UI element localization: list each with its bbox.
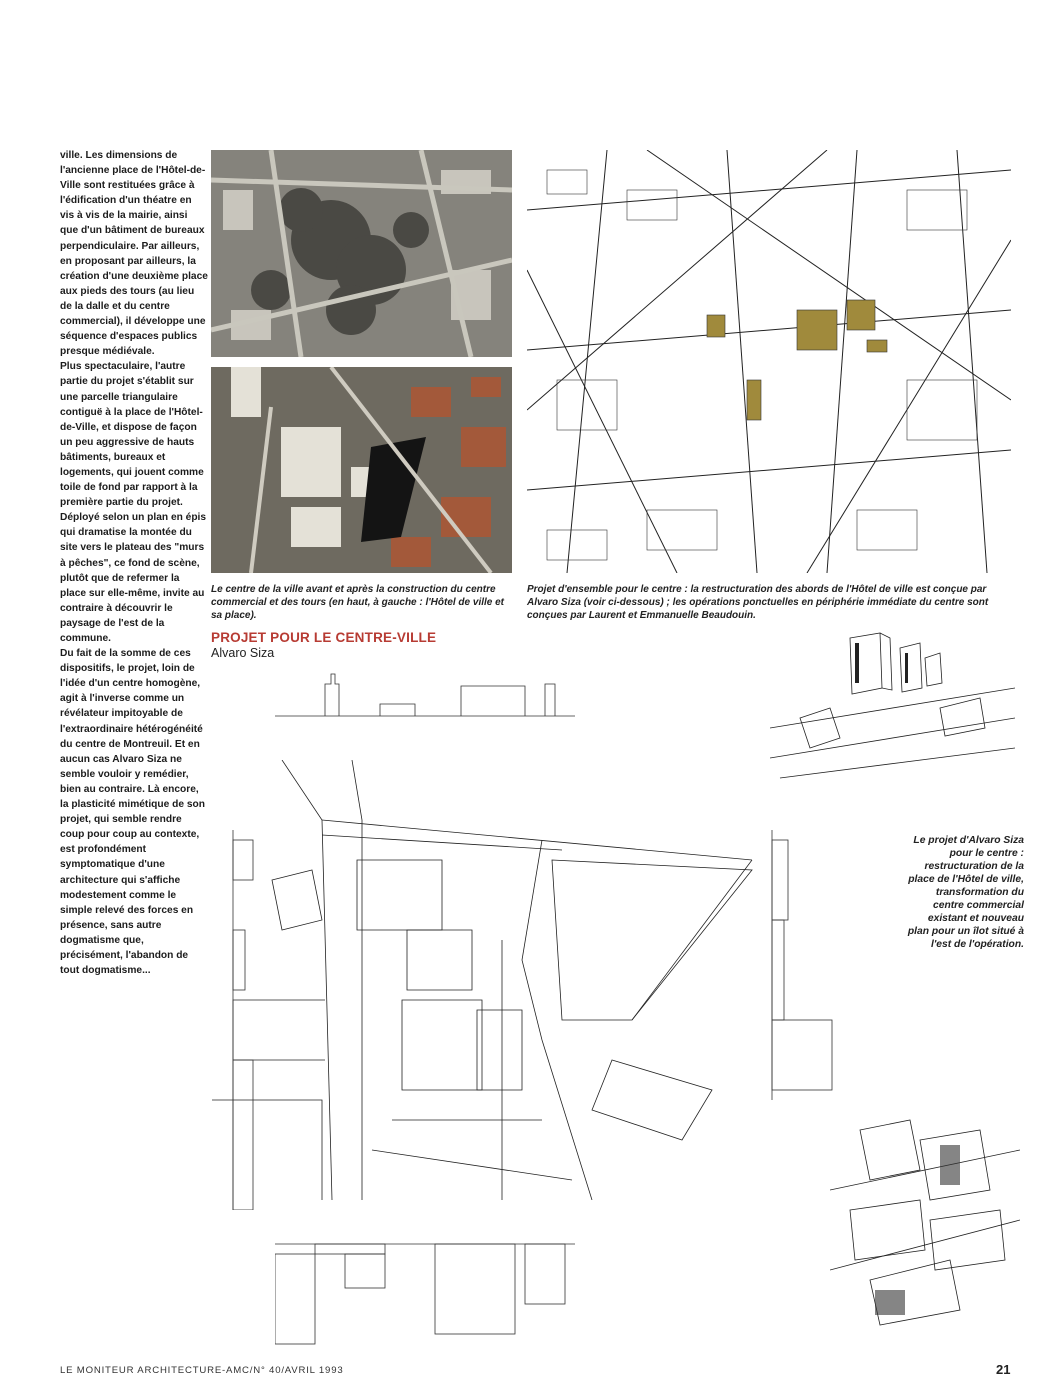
section-author: Alvaro Siza xyxy=(211,646,275,660)
aerial-photo-caption: Le centre de la ville avant et après la construction du centre commercial et des tours (en haut, à gauche : l'Hôtel de ville et sa place). xyxy=(211,584,505,621)
aerial-photo-after xyxy=(211,367,512,573)
paragraph-3: Du fait de la somme de ces dispositifs, le projet, loin de l'idée d'un centre homogène, agit à l'inverse comme un révélateur impitoyable de l'extraordinaire hétérogénéité du centre de Montreuil. Et en aucun cas Alvaro Siza ne semble vouloir y remédier, bien au contraire. Là encore, la plasticité mimétique de son projet, qui semble rendre coup pour coup au contexte, est profondément symptomatique d'une architecture qui s'affiche modestement comme le simple relevé des forces en présence, sans autre dogmatisme que, précisément, l'abandon de tout dogmatisme... xyxy=(60,648,205,977)
siza-project-caption: Le projet d'Alvaro Siza pour le centre : restructuration de la place de l'Hôtel de ville, transformation du centre commercial existant et nouveau plan pour un îlot situé à l'est de l'opération. xyxy=(907,835,1024,950)
article-text-column xyxy=(60,148,208,978)
paragraph-2: Plus spectaculaire, l'autre partie du projet s'établit sur une parcelle triangulaire contiguë à la place de l'Hôtel-de-Ville, et dispose de façon un peu aggressive de hauts bâtiments, bureaux et logements, qui jouent comme toile de fond par rapport à la première partie du projet. Déployé selon un plan en épis qui dramatise la montée du site vers le plateau des "murs à pêches", ce fond de scène, plutôt que de refermer la place sur elle-même, invite au contraire à découvrir le paysage de l'est de la commune. xyxy=(60,361,207,644)
perspective-sketch-top xyxy=(770,628,1015,780)
perspective-sketch-bottom xyxy=(830,1110,1020,1330)
section-drawing-right xyxy=(760,830,870,1100)
aerial-photo-before xyxy=(211,150,512,357)
section-title: PROJET POUR LE CENTRE-VILLE xyxy=(211,630,437,645)
section-drawing-left xyxy=(205,830,325,1210)
page-number: 21 xyxy=(996,1362,1011,1377)
urban-plan-caption: Projet d'ensemble pour le centre : la restructuration des abords de l'Hôtel de ville est conçue par Alvaro Siza (voir ci-dessous) ; les opérations ponctuelles en périphérie immédiate du centre sont conçues par Laurent et Emmanuelle Beaudouin. xyxy=(527,584,989,621)
urban-plan-map xyxy=(527,150,1011,573)
publication-footer: LE MONITEUR ARCHITECTURE-AMC/N° 40/AVRIL 1993 xyxy=(60,1365,344,1376)
elevation-drawing-top xyxy=(275,670,575,730)
elevation-drawing-bottom xyxy=(275,1238,575,1348)
paragraph-1: ville. Les dimensions de l'ancienne place de l'Hôtel-de-Ville sont restituées grâce à l'édification d'un théatre en vis à vis de la mairie, ainsi que d'un bâtiment de bureaux perpendiculaire. Par ailleurs, en proposant par ailleurs, la création d'une deuxième place aux pieds des tours (au lieu de la dalle et du centre commercial), il développe une séquence d'espaces publics presque médiévale. xyxy=(60,150,208,358)
